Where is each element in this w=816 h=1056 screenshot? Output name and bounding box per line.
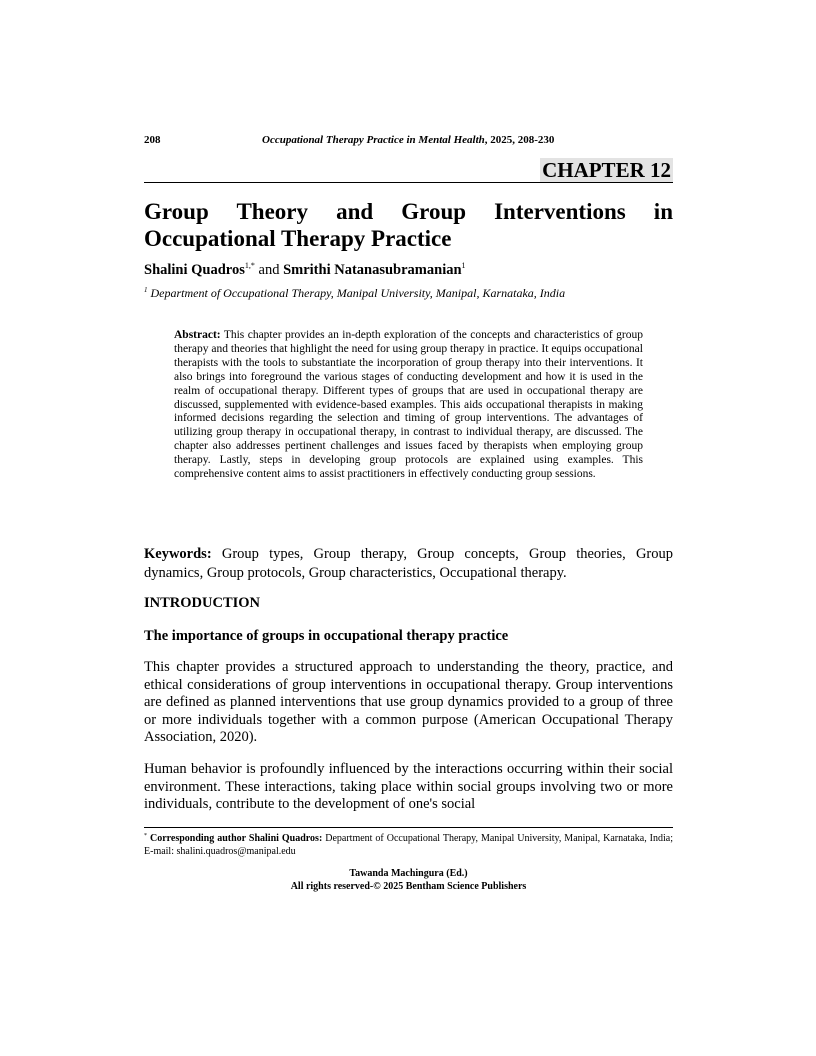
editor-line: Tawanda Machingura (Ed.) xyxy=(349,868,468,879)
publisher-info xyxy=(144,868,673,893)
author-1: Shalini Quadros xyxy=(144,262,245,278)
document-page xyxy=(144,0,673,1056)
footnote-marker: * xyxy=(144,833,147,839)
page-number: 208 xyxy=(144,134,161,146)
author-2-marker: 1 xyxy=(461,261,466,270)
abstract-text: This chapter provides an in-depth exploration of the concepts and characteristics of group therapy and theories that highlight the need for using group therapy in practice. It equips occupational therapists with the tools to substantiate the incorporation of group therapy into their interventions. It also brings into foreground the various stages of conducting development and how it is used in the realm of occupational therapy. Different types of groups that are used in occupational therapy are discussed, supplemented with evidence-based examples. This aids occupational therapists in making informed decisions regarding the selection and timing of group interventions. The advantages of utilizing group therapy in occupational therapy, in contrast to individual therapy, are discussed. The chapter also addresses pertinent challenges and issues faced by therapists when employing group therapy. Lastly, steps in developing group protocols are explained using examples. This comprehensive content aims to assist practitioners in effectively conducting group sessions. xyxy=(174,329,643,481)
affiliation-text: Department of Occupational Therapy, Manipal University, Manipal, Karnataka, India xyxy=(147,286,566,300)
body-paragraph: Human behavior is profoundly influenced by the interactions occurring within their social environment. These interactions, taking place within social groups involving two or more individuals, contribute to the development of one's social xyxy=(144,761,673,812)
chapter-title-line-2: Occupational Therapy Practice xyxy=(144,226,452,251)
author-conjunction: and xyxy=(254,262,284,278)
affiliation-marker: 1 xyxy=(144,286,148,294)
body-paragraph: This chapter provides a structured approach to understanding the theory, practice, and ethical considerations of group interventions in occupational therapy. Group interventions are defined as planned interventions that use group dynamics provided to a group of three or more individuals together with a common purpose (American Occupational Therapy Association, 2020). xyxy=(144,659,673,745)
author-list xyxy=(144,261,466,279)
footnote-label: Corresponding author Shalini Quadros: xyxy=(147,833,323,844)
affiliation xyxy=(144,286,565,301)
journal-citation xyxy=(262,134,554,146)
author-1-marker: 1,* xyxy=(244,261,255,270)
section-heading-introduction: INTRODUCTION xyxy=(144,595,261,611)
chapter-title-line-1: Group Theory and Group Interventions in xyxy=(144,199,673,224)
author-2: Smrithi Natanasubramanian xyxy=(283,262,462,278)
chapter-title xyxy=(144,198,673,252)
footnote-text: Department of Occupational Therapy, Manipal University, Manipal, Karnataka, India; E-mail: shalini.quadros@manipal.edu xyxy=(144,833,673,857)
keywords xyxy=(144,545,673,583)
rights-line: All rights reserved-© 2025 Bentham Science Publishers xyxy=(290,880,527,892)
keywords-text: Group types, Group therapy, Group concepts, Group theories, Group dynamics, Group protocols, Group characteristics, Occupational therapy. xyxy=(144,546,673,581)
chapter-divider xyxy=(144,182,673,183)
keywords-label: Keywords: xyxy=(144,546,212,562)
footnote-divider xyxy=(144,827,673,828)
abstract-label: Abstract: xyxy=(174,329,221,341)
journal-title: Occupational Therapy Practice in Mental Health xyxy=(262,134,485,146)
footnote xyxy=(144,830,673,858)
abstract xyxy=(174,329,643,482)
running-header xyxy=(144,134,673,148)
subsection-heading: The importance of groups in occupational therapy practice xyxy=(144,628,509,644)
chapter-label: CHAPTER 12 xyxy=(542,158,671,182)
journal-details: , 2025, 208-230 xyxy=(484,134,555,146)
